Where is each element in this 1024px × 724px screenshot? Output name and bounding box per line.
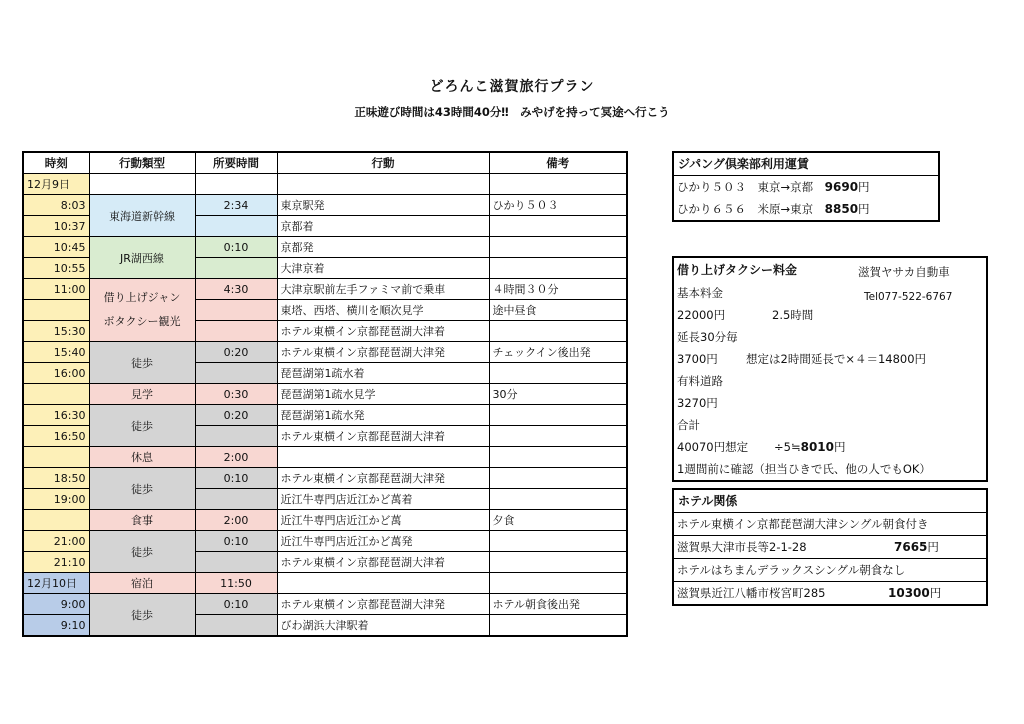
taxi-base-label-row [674, 282, 986, 304]
taxi-heading: 借り上げタクシー料金 [677, 263, 798, 277]
note-cell [489, 237, 627, 258]
duration-cell: 0:10 [195, 531, 277, 552]
note-cell [489, 489, 627, 510]
action-cell: 京都着 [277, 216, 489, 237]
jipang-line-1-text: ひかり５０３ 東京→京都 [677, 180, 814, 194]
duration-cell: 2:00 [195, 447, 277, 468]
note-cell [489, 426, 627, 447]
table-row [23, 447, 627, 468]
duration-cell: 0:20 [195, 405, 277, 426]
taxi-base-price: 22000円 [677, 308, 726, 322]
type-line: ボタクシー観光 [103, 315, 181, 328]
taxi-ext-note: 想定は2時間延長で×４＝14800円 [746, 352, 927, 366]
table-row [23, 405, 627, 426]
action-cell: 大津京着 [277, 258, 489, 279]
table-row [23, 279, 627, 300]
duration-cell [195, 216, 277, 237]
taxi-base-hours: 2.5時間 [772, 308, 814, 322]
time-cell: 18:50 [23, 468, 89, 489]
note-cell [489, 468, 627, 489]
action-cell: 近江牛専門店近江かど萬着 [277, 489, 489, 510]
time-cell: 16:30 [23, 405, 89, 426]
taxi-total-split [774, 436, 846, 458]
note-cell: ひかり５０３ [489, 195, 627, 216]
type-cell: 休息 [89, 447, 195, 468]
time-cell: 15:40 [23, 342, 89, 363]
action-cell: 近江牛専門店近江かど萬発 [277, 531, 489, 552]
jipang-line-2 [674, 198, 938, 220]
taxi-ext-row [674, 348, 986, 370]
type-cell: 徒歩 [89, 468, 195, 510]
type-line: 借り上げジャン [103, 291, 181, 304]
jipang-line-2-text: ひかり６５６ 米原→東京 [677, 202, 814, 216]
schedule-table [22, 151, 628, 637]
jipang-fare-box [672, 151, 940, 222]
action-cell: ホテル東横イン京都琵琶湖大津発 [277, 594, 489, 615]
taxi-toll-price: 3270円 [677, 396, 718, 410]
action-cell: 琵琶湖第1疏水発 [277, 405, 489, 426]
taxi-total-label-row [674, 414, 986, 436]
hotel-2-name-row [674, 559, 986, 582]
yen-unit: 円 [929, 586, 942, 600]
note-cell: ホテル朝食後出発 [489, 594, 627, 615]
taxi-tel: Tel077-522-6767 [864, 291, 953, 303]
action-cell: 大津京駅前左手ファミマ前で乗車 [277, 279, 489, 300]
duration-cell [195, 363, 277, 384]
action-cell [277, 447, 489, 468]
yen-unit: 円 [858, 202, 870, 216]
note-cell [489, 216, 627, 237]
taxi-base-label: 基本料金 [677, 286, 723, 300]
taxi-total-label: 合計 [677, 418, 700, 432]
note-cell: 途中昼食 [489, 300, 627, 321]
header-note: 備考 [489, 152, 627, 174]
header-type: 行動類型 [89, 152, 195, 174]
duration-cell [195, 615, 277, 637]
type-cell [89, 174, 195, 195]
time-cell: 10:37 [23, 216, 89, 237]
time-cell: 21:00 [23, 531, 89, 552]
duration-cell [195, 426, 277, 447]
note-cell [489, 174, 627, 195]
duration-cell [195, 300, 277, 321]
time-cell: 9:10 [23, 615, 89, 637]
time-cell: 15:30 [23, 321, 89, 342]
table-row [23, 573, 627, 594]
table-row [23, 174, 627, 195]
time-cell: 21:10 [23, 552, 89, 573]
duration-cell [195, 489, 277, 510]
taxi-toll-label-row [674, 370, 986, 392]
hotel-2-name: ホテルはちまんデラックスシングル朝食なし [677, 563, 906, 577]
page-title: どろんこ滋賀旅行プラン [429, 79, 595, 95]
note-cell [489, 258, 627, 279]
taxi-total-row [674, 436, 986, 458]
taxi-fare-box [672, 256, 988, 482]
taxi-ext-label: 延長30分毎 [677, 330, 738, 344]
duration-cell: 11:50 [195, 573, 277, 594]
note-cell [489, 573, 627, 594]
duration-cell: 0:30 [195, 384, 277, 405]
hotel-1-price: 7665 [894, 540, 928, 554]
table-row [23, 237, 627, 258]
action-cell: ホテル東横イン京都琵琶湖大津着 [277, 552, 489, 573]
hotel-1-address: 滋賀県大津市長等2-1-28 [677, 540, 807, 554]
action-cell: ホテル東横イン京都琵琶湖大津発 [277, 342, 489, 363]
table-row [23, 195, 627, 216]
duration-cell [195, 552, 277, 573]
type-cell: 徒歩 [89, 405, 195, 447]
taxi-total-per: 8010 [800, 440, 835, 454]
taxi-heading-row [674, 258, 986, 282]
duration-cell: 4:30 [195, 279, 277, 300]
duration-cell: 0:10 [195, 468, 277, 489]
jipang-heading: ジパング倶楽部利用運賃 [674, 153, 938, 176]
jipang-line-2-price: 8850 [824, 202, 859, 216]
yen-unit: 円 [927, 540, 939, 554]
header-time: 時刻 [23, 152, 89, 174]
action-cell: 近江牛専門店近江かど萬 [277, 510, 489, 531]
time-cell [23, 384, 89, 405]
type-cell: 東海道新幹線 [89, 195, 195, 237]
hotel-1-price-wrap [894, 536, 939, 558]
header-duration: 所要時間 [195, 152, 277, 174]
time-cell: 16:50 [23, 426, 89, 447]
note-cell [489, 363, 627, 384]
time-cell: 12月10日 [23, 573, 89, 594]
type-cell: 見学 [89, 384, 195, 405]
table-row [23, 531, 627, 552]
hotel-1-name-row [674, 513, 986, 536]
note-cell [489, 552, 627, 573]
time-cell: 19:00 [23, 489, 89, 510]
taxi-total-assumed: 40070円想定 [677, 440, 749, 454]
type-cell: 食事 [89, 510, 195, 531]
taxi-ext-price: 3700円 [677, 352, 718, 366]
page-subtitle: 正味遊び時間は43時間40分‼ みやげを持って冥途へ行こう [354, 105, 670, 119]
action-cell: びわ湖浜大津駅着 [277, 615, 489, 637]
taxi-ext-label-row [674, 326, 986, 348]
action-cell: ホテル東横イン京都琵琶湖大津発 [277, 468, 489, 489]
note-cell: 30分 [489, 384, 627, 405]
duration-cell: 0:20 [195, 342, 277, 363]
time-cell: 10:45 [23, 237, 89, 258]
type-cell [89, 279, 195, 342]
taxi-toll-label: 有料道路 [677, 374, 723, 388]
type-cell: 徒歩 [89, 342, 195, 384]
time-cell [23, 510, 89, 531]
action-cell [277, 174, 489, 195]
type-cell: 宿泊 [89, 573, 195, 594]
taxi-total-div: ÷5≒ [774, 440, 801, 454]
time-cell: 9:00 [23, 594, 89, 615]
action-cell: 東塔、西塔、横川を順次見学 [277, 300, 489, 321]
table-row [23, 594, 627, 615]
action-cell [277, 573, 489, 594]
type-cell: 徒歩 [89, 594, 195, 637]
time-cell: 16:00 [23, 363, 89, 384]
schedule-header-row [23, 152, 627, 174]
note-cell: ４時間３０分 [489, 279, 627, 300]
note-cell [489, 531, 627, 552]
note-cell [489, 405, 627, 426]
yen-unit: 円 [858, 180, 870, 194]
jipang-line-1-price: 9690 [824, 180, 859, 194]
time-cell: 10:55 [23, 258, 89, 279]
duration-cell [195, 321, 277, 342]
type-cell: 徒歩 [89, 531, 195, 573]
table-row [23, 510, 627, 531]
taxi-company: 滋賀ヤサカ自動車 [858, 265, 950, 279]
type-cell: JR湖西線 [89, 237, 195, 279]
taxi-confirm: 1週間前に確認（担当ひきで氏、他の人でもOK） [677, 462, 931, 476]
note-cell: チェックイン後出発 [489, 342, 627, 363]
hotel-box [672, 488, 988, 606]
hotel-2-address: 滋賀県近江八幡市桜宮町285 [677, 586, 826, 600]
action-cell: 京都発 [277, 237, 489, 258]
table-row [23, 342, 627, 363]
time-cell: 12月9日 [23, 174, 89, 195]
time-cell: 11:00 [23, 279, 89, 300]
note-cell [489, 321, 627, 342]
taxi-confirm-row [674, 458, 986, 480]
note-cell [489, 615, 627, 637]
hotel-2-price: 10300 [888, 586, 930, 600]
yen-unit: 円 [834, 440, 846, 454]
action-cell: 琵琶湖第1疏水見学 [277, 384, 489, 405]
duration-cell [195, 174, 277, 195]
hotel-2-price-wrap [888, 582, 941, 604]
action-cell: 東京駅発 [277, 195, 489, 216]
duration-cell: 0:10 [195, 237, 277, 258]
time-cell: 8:03 [23, 195, 89, 216]
action-cell: 琵琶湖第1疏水着 [277, 363, 489, 384]
action-cell: ホテル東横イン京都琵琶湖大津着 [277, 426, 489, 447]
note-cell [489, 447, 627, 468]
hotel-1-name: ホテル東横イン京都琵琶湖大津シングル朝食付き [677, 517, 929, 531]
duration-cell: 0:10 [195, 594, 277, 615]
jipang-line-1 [674, 176, 938, 198]
table-row [23, 468, 627, 489]
action-cell: ホテル東横イン京都琵琶湖大津着 [277, 321, 489, 342]
header-action: 行動 [277, 152, 489, 174]
note-cell: 夕食 [489, 510, 627, 531]
time-cell [23, 300, 89, 321]
time-cell [23, 447, 89, 468]
hotel-2-addr-row [674, 582, 986, 604]
duration-cell: 2:34 [195, 195, 277, 216]
table-row [23, 384, 627, 405]
duration-cell: 2:00 [195, 510, 277, 531]
hotel-1-addr-row [674, 536, 986, 559]
hotel-heading: ホテル関係 [674, 490, 986, 513]
taxi-base-row [674, 304, 986, 326]
taxi-toll-row [674, 392, 986, 414]
duration-cell [195, 258, 277, 279]
